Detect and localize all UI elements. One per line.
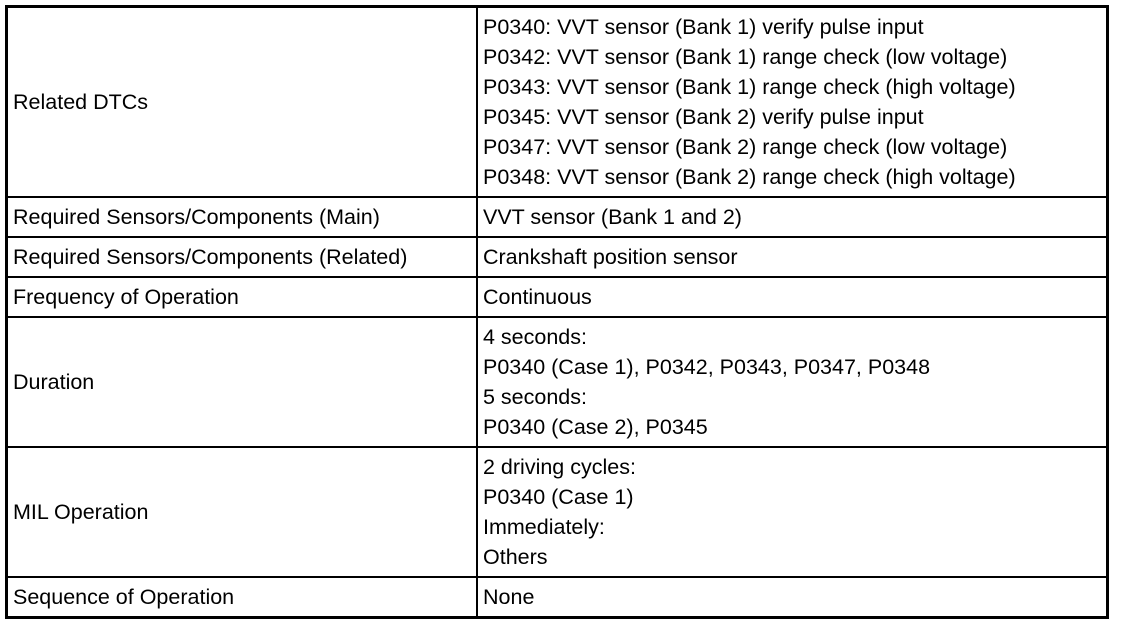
value-line: Continuous [483, 285, 592, 309]
row-label: Duration [7, 317, 478, 447]
row-value [477, 577, 1108, 618]
row-label: Sequence of Operation [7, 577, 478, 618]
row-value [477, 277, 1108, 317]
value-line: P0348: VVT sensor (Bank 2) range check (high voltage) [483, 165, 1016, 189]
value-line: None [483, 585, 535, 609]
table-row [7, 447, 1108, 577]
value-line: P0340 (Case 2), P0345 [483, 415, 708, 439]
value-line: Immediately: [483, 515, 605, 539]
dtc-spec-table [5, 5, 1109, 619]
row-label: Related DTCs [7, 7, 478, 198]
value-line: Others [483, 545, 548, 569]
row-label: Required Sensors/Components (Related) [7, 237, 478, 277]
row-label: Frequency of Operation [7, 277, 478, 317]
value-line: P0343: VVT sensor (Bank 1) range check (high voltage) [483, 75, 1016, 99]
table-row [7, 317, 1108, 447]
table-row [7, 577, 1108, 618]
value-line: Crankshaft position sensor [483, 245, 738, 269]
table-row [7, 237, 1108, 277]
value-line: P0342: VVT sensor (Bank 1) range check (low voltage) [483, 45, 1008, 69]
table-row [7, 7, 1108, 198]
row-label: MIL Operation [7, 447, 478, 577]
value-line: 2 driving cycles: [483, 455, 636, 479]
row-value [477, 7, 1108, 198]
value-line: P0340 (Case 1), P0342, P0343, P0347, P0348 [483, 355, 931, 379]
value-line: 5 seconds: [483, 385, 587, 409]
row-label: Required Sensors/Components (Main) [7, 197, 478, 237]
value-line: P0345: VVT sensor (Bank 2) verify pulse input [483, 105, 924, 129]
value-line: P0340 (Case 1) [483, 485, 634, 509]
value-line: 4 seconds: [483, 325, 587, 349]
value-line: P0347: VVT sensor (Bank 2) range check (low voltage) [483, 135, 1008, 159]
row-value [477, 237, 1108, 277]
row-value [477, 317, 1108, 447]
value-line: VVT sensor (Bank 1 and 2) [483, 205, 742, 229]
table-row [7, 197, 1108, 237]
row-value [477, 447, 1108, 577]
table-row [7, 277, 1108, 317]
row-value [477, 197, 1108, 237]
value-line: P0340: VVT sensor (Bank 1) verify pulse input [483, 15, 924, 39]
